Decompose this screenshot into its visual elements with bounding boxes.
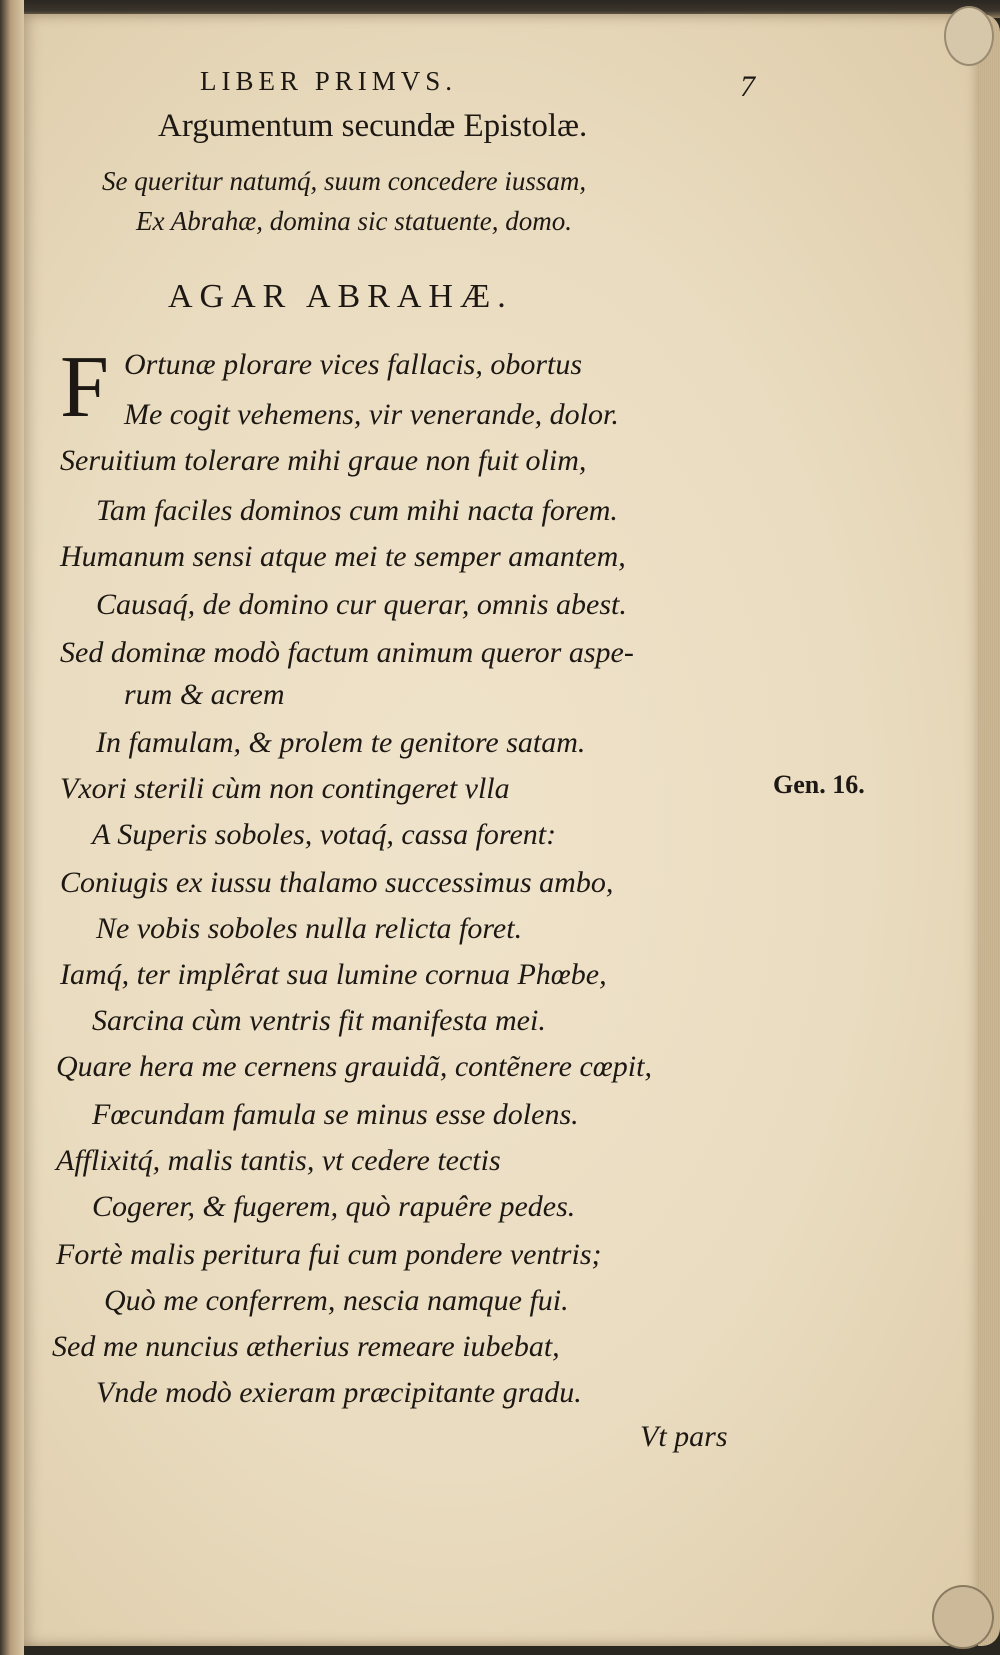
- catchword: Vt pars: [640, 1420, 728, 1453]
- verse-line: Ortunæ plorare vices fallacis, obortus: [124, 348, 583, 381]
- page-number: 7: [740, 70, 755, 103]
- verse-line: Vxori sterili cùm non contingeret vlla: [60, 772, 510, 805]
- verse-line: Fortè malis peritura fui cum pondere ventris;: [56, 1238, 602, 1271]
- epistle-title: AGAR ABRAHÆ.: [168, 278, 513, 315]
- clip-top-icon: [944, 6, 994, 66]
- book-gutter: [0, 0, 24, 1655]
- argument-line: Ex Abrahæ, domina sic statuente, domo.: [136, 206, 572, 236]
- verse-line: Coniugis ex iussu thalamo successimus ambo,: [60, 866, 614, 899]
- clip-bottom-icon: [932, 1585, 994, 1649]
- verse-line: Fœcundam famula se minus esse dolens.: [92, 1098, 579, 1131]
- verse-line: Sed me nuncius ætherius remeare iubebat,: [52, 1330, 560, 1363]
- verse-line: A Superis soboles, votaq́, cassa forent:: [92, 818, 557, 851]
- verse-line: Seruitium tolerare mihi graue non fuit olim,: [60, 444, 587, 477]
- drop-capital: F: [60, 339, 109, 436]
- verse-line: Tam faciles dominos cum mihi nacta forem.: [96, 494, 618, 527]
- verse-line: rum & acrem: [124, 678, 285, 711]
- verse-line: Ne vobis soboles nulla relicta foret.: [96, 912, 523, 945]
- verse-line: Vnde modò exieram præcipitante gradu.: [96, 1376, 582, 1409]
- verse-line: Causaq́, de domino cur querar, omnis abest.: [96, 588, 627, 621]
- marginal-reference: Gen. 16.: [773, 770, 865, 799]
- page-fore-edge: [978, 14, 1000, 1646]
- argument-title: Argumentum secundæ Epistolæ.: [158, 108, 588, 144]
- verse-line: Me cogit vehemens, vir venerande, dolor.: [124, 398, 619, 431]
- verse-line: Iamq́, ter implêrat sua lumine cornua Phœbe,: [60, 958, 607, 991]
- verse-line: Sarcina cùm ventris fit manifesta mei.: [92, 1004, 546, 1037]
- running-head: LIBER PRIMVS.: [200, 66, 458, 96]
- verse-line: Humanum sensi atque mei te semper amantem,: [60, 540, 626, 573]
- argument-line: Se queritur natumq́, suum concedere iussam,: [102, 166, 587, 196]
- verse-line: Quò me conferrem, nescia namque fui.: [104, 1284, 569, 1317]
- verse-line: Sed dominæ modò factum animum queror aspe-: [60, 636, 634, 669]
- verse-line: Quare hera me cernens grauidã, contẽnere cœpit,: [56, 1050, 652, 1083]
- verse-line: Cogerer, & fugerem, quò rapuêre pedes.: [92, 1190, 576, 1223]
- verse-line: Afflixitq́, malis tantis, vt cedere tectis: [56, 1144, 501, 1177]
- verse-line: In famulam, & prolem te genitore satam.: [96, 726, 586, 759]
